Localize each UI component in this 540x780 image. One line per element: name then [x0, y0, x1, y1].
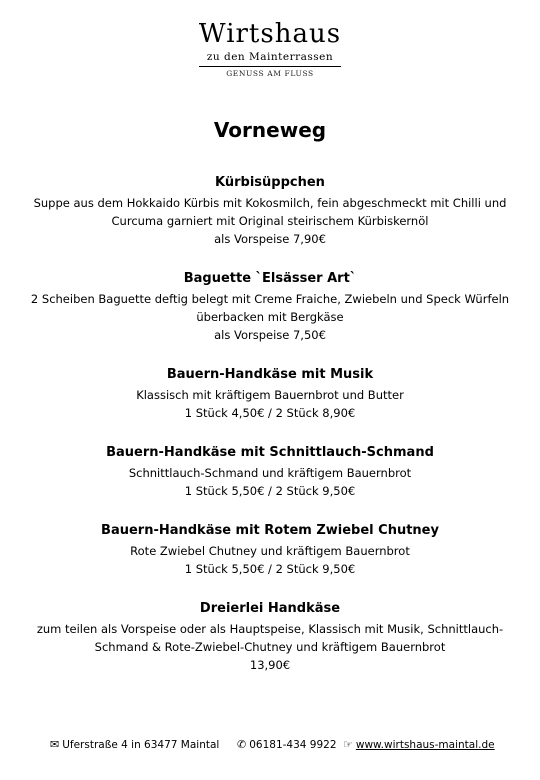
menu-items: [0, 174, 540, 674]
footer-address: [50, 738, 219, 752]
pointer-icon: ☞: [343, 738, 353, 751]
menu-item-description: zum teilen als Vorspeise oder als Hauptspeise, Klassisch mit Musik, Schnittlauch-: [36, 622, 504, 636]
menu-item: [0, 444, 540, 500]
menu-item-title: Baguette `Elsässer Art`: [183, 271, 357, 286]
restaurant-logo: [0, 20, 540, 79]
menu-item-description: Curcuma garniert mit Original steirischem Kürbiskernöl: [111, 214, 429, 228]
phone-icon: ✆: [237, 738, 247, 751]
menu-item-description: Schnittlauch-Schmand und kräftigem Bauernbrot: [128, 466, 412, 480]
menu-item: [0, 522, 540, 578]
menu-item: [0, 174, 540, 248]
envelope-icon: ✉: [50, 738, 60, 751]
footer-phone: [237, 738, 337, 752]
website-link[interactable]: www.wirtshaus-maintal.de: [355, 739, 495, 751]
menu-item-description: überbacken mit Bergkäse: [196, 310, 344, 324]
menu-item-price: 1 Stück 4,50€ / 2 Stück 8,90€: [184, 406, 356, 420]
menu-item-title: Kürbisüppchen: [215, 175, 325, 190]
menu-item-description: 2 Scheiben Baguette deftig belegt mit Creme Fraiche, Zwiebeln und Speck Würfeln: [30, 292, 510, 306]
menu-item-title: Bauern-Handkäse mit Schnittlauch-Schmand: [106, 445, 434, 460]
menu-item-price: 1 Stück 5,50€ / 2 Stück 9,50€: [184, 562, 356, 576]
menu-item-description: Rote Zwiebel Chutney und kräftigem Bauernbrot: [130, 544, 410, 558]
phone-text: 06181-434 9922: [249, 739, 337, 751]
menu-item-title: Bauern-Handkäse mit Musik: [166, 367, 374, 382]
logo-name: Wirtshaus: [198, 19, 342, 49]
logo-tagline: GENUSS AM FLUSS: [226, 69, 314, 78]
menu-item-title: Bauern-Handkäse mit Rotem Zwiebel Chutney: [101, 523, 439, 538]
address-text: Uferstraße 4 in 63477 Maintal: [62, 739, 220, 751]
menu-item: [0, 366, 540, 422]
menu-item-title: Dreierlei Handkäse: [199, 601, 341, 616]
menu-item: [0, 600, 540, 674]
logo-subtitle: zu den Mainterrassen: [206, 51, 334, 63]
menu-item-description: Schmand & Rote-Zwiebel-Chutney und kräftigem Bauernbrot: [94, 640, 446, 654]
menu-item-description: Klassisch mit kräftigem Bauernbrot und Butter: [136, 388, 404, 402]
menu-item-price: als Vorspeise 7,50€: [214, 328, 326, 342]
menu-item: [0, 270, 540, 344]
menu-item-price: 13,90€: [249, 658, 291, 672]
footer-website[interactable]: [343, 738, 495, 752]
section-heading: Vorneweg: [213, 118, 327, 142]
menu-item-description: Suppe aus dem Hokkaido Kürbis mit Kokosmilch, fein abgeschmeckt mit Chilli und: [33, 196, 507, 210]
logo-divider: [199, 66, 341, 67]
menu-item-price: 1 Stück 5,50€ / 2 Stück 9,50€: [184, 484, 356, 498]
menu-item-price: als Vorspeise 7,90€: [214, 232, 326, 246]
